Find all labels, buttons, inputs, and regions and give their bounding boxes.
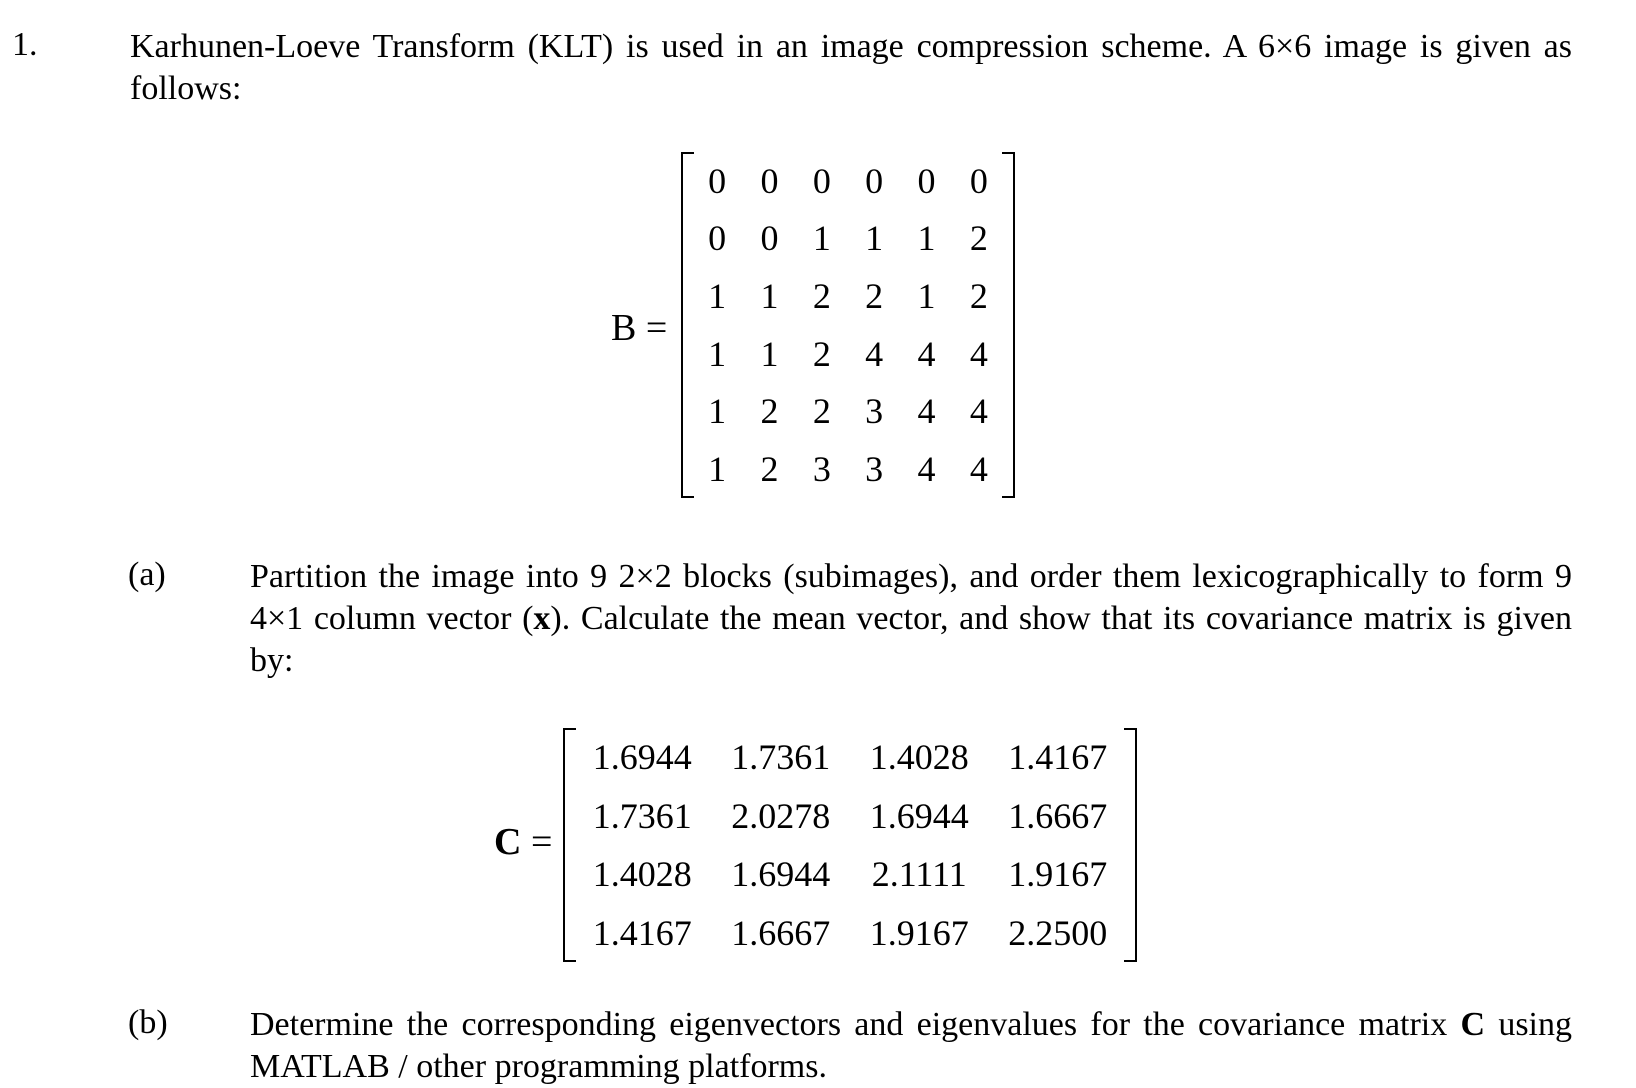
matrix-c-cell: 2.1111: [871, 854, 967, 895]
matrix-b-cell: 0: [760, 160, 779, 201]
matrix-b-label: B =: [611, 307, 668, 349]
matrix-b-cell: 0: [708, 160, 727, 201]
matrix-b-cell: 4: [969, 449, 988, 490]
matrix-c-cell: 1.4167: [1008, 737, 1108, 778]
matrix-b-cell: 1: [812, 218, 831, 259]
matrix-b-cell: 1: [865, 218, 884, 259]
matrix-c-cell: 1.6667: [731, 912, 831, 953]
matrix-c-cells: [573, 728, 1127, 962]
matrix-c-label: [494, 822, 552, 862]
matrix-b-cell: 3: [865, 449, 884, 490]
matrix-b-cell: 1: [917, 276, 936, 317]
matrix-b-cell: 3: [865, 391, 884, 432]
matrix-c-cell: 1.4167: [592, 912, 692, 953]
matrix-b-cell: 2: [865, 276, 884, 317]
matrix-b-cell: 4: [969, 333, 988, 374]
matrix-b-cell: 2: [812, 333, 831, 374]
matrix-b-cell: 1: [760, 333, 779, 374]
matrix-b-cell: 1: [708, 333, 727, 374]
matrix-b-cell: 4: [969, 391, 988, 432]
matrix-b-cell: 0: [708, 218, 727, 259]
matrix-c-cell: 2.2500: [1008, 912, 1108, 953]
question-intro: Karhunen-Loeve Transform (KLT) is used in an image compression scheme. A 6×6 image is given as follows:: [130, 28, 1572, 107]
part-a-label: (a): [128, 556, 166, 593]
matrix-b-cell: 0: [865, 160, 884, 201]
part-b-text: [250, 1004, 1572, 1088]
part-b-text-end: using MATLAB / other programming platforms.: [250, 1006, 1572, 1085]
matrix-b-cell: 1: [708, 276, 727, 317]
matrix-b-cell: 2: [812, 391, 831, 432]
matrix-c-cell: 1.9167: [1008, 854, 1108, 895]
part-a-text-end: ). Calculate the mean vector, and show that its covariance matrix is given by:: [250, 600, 1572, 679]
matrix-b-cell: 2: [760, 391, 779, 432]
matrix-c-cell: 1.6667: [1008, 795, 1108, 836]
part-a-text: [250, 556, 1572, 682]
matrix-c-equals: =: [530, 821, 553, 863]
part-b-label: (b): [128, 1004, 168, 1041]
matrix-b-cell: 2: [812, 276, 831, 317]
matrix-b-cell: 0: [917, 160, 936, 201]
matrix-b-cell: 0: [812, 160, 831, 201]
matrix-b-cell: 4: [917, 391, 936, 432]
matrix-b-cells: [691, 152, 1005, 498]
matrix-c-cell: 2.0278: [731, 795, 831, 836]
matrix-b: [681, 152, 1015, 498]
matrix-c-cell: 1.6944: [592, 737, 692, 778]
part-b-bold-term: C: [1460, 1006, 1486, 1043]
matrix-c-cell: 1.9167: [869, 912, 969, 953]
matrix-b-cell: 0: [760, 218, 779, 259]
matrix-b-cell: 1: [708, 449, 727, 490]
matrix-b-cell: 3: [812, 449, 831, 490]
matrix-b-cell: 4: [917, 333, 936, 374]
question-number: 1.: [12, 26, 38, 63]
matrix-b-cell: 2: [760, 449, 779, 490]
matrix-c-cell: 1.6944: [731, 854, 831, 895]
part-a-bold-term: x: [533, 600, 551, 637]
matrix-b-cell: 1: [708, 391, 727, 432]
part-b-text-start: Determine the corresponding eigenvectors and eigenvalues for the covariance matrix: [250, 1006, 1461, 1043]
matrix-c-cell: 1.7361: [592, 795, 692, 836]
matrix-b-cell: 4: [865, 333, 884, 374]
matrix-c-cell: 1.4028: [592, 854, 692, 895]
matrix-b-cell: 4: [917, 449, 936, 490]
matrix-c-cell: 1.4028: [869, 737, 969, 778]
part-a-text-start: Partition the image into 9 2×2 blocks (subimages), and order them lexicographically to form 9 4×1 column vector (: [250, 558, 1572, 637]
matrix-b-cell: 0: [969, 160, 988, 201]
matrix-c-name: C: [494, 821, 522, 863]
matrix-b-cell: 1: [917, 218, 936, 259]
matrix-b-cell: 1: [760, 276, 779, 317]
matrix-b-cell: 2: [969, 276, 988, 317]
matrix-c: [563, 728, 1137, 962]
matrix-c-cell: 1.6944: [869, 795, 969, 836]
matrix-b-cell: 2: [969, 218, 988, 259]
matrix-c-cell: 1.7361: [731, 737, 831, 778]
